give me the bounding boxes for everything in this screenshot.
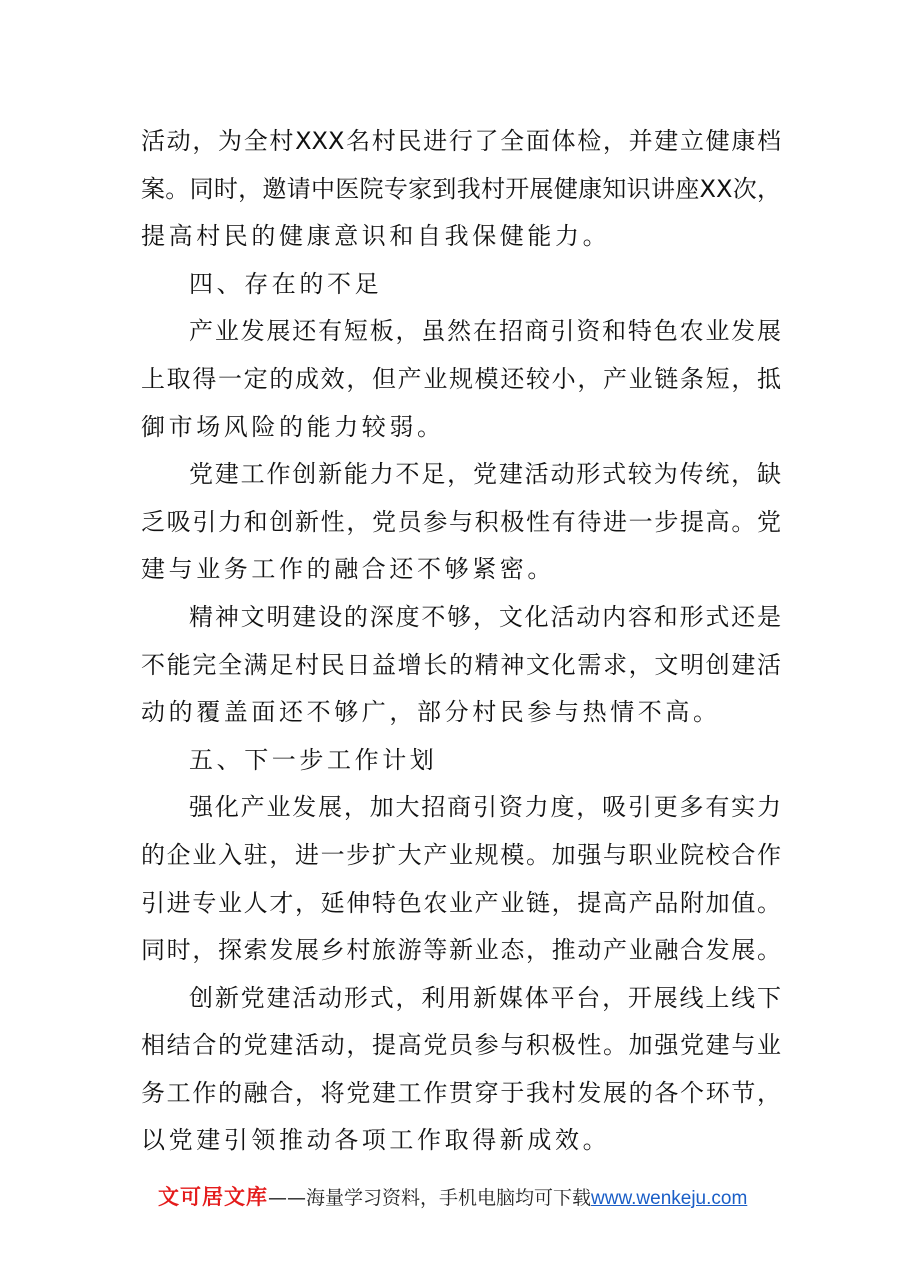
text-line: 同时，探索发展乡村旅游等新业态，推动产业融合发展。 — [141, 936, 781, 965]
text-line: 引进专业人才，延伸特色农业产业链，提高产品附加值。 — [141, 888, 781, 917]
document-body — [141, 118, 781, 1165]
text-line: 建与业务工作的融合还不够紧密。 — [141, 555, 555, 584]
text-line: 以党建引领推动各项工作取得新成效。 — [141, 1126, 611, 1155]
text-line: 创新党建活动形式，利用新媒体平台，开展线上线下 — [189, 983, 781, 1012]
section-heading: 四、存在的不足 — [189, 269, 383, 298]
text-line: 不能完全满足村民日益增长的精神文化需求，文明创建活 — [141, 650, 781, 679]
text-line: 活动，为全村XXX名村民进行了全面体检，并建立健康档 — [141, 127, 781, 155]
text-line: 提高村民的健康意识和自我保健能力。 — [141, 222, 611, 251]
text-line: 乏吸引力和创新性，党员参与积极性有待进一步提高。党 — [141, 507, 781, 536]
text-line: 务工作的融合，将党建工作贯穿于我村发展的各个环节， — [141, 1078, 781, 1107]
text-line: 产业发展还有短板，虽然在招商引资和特色农业发展 — [189, 317, 781, 346]
text-line: 案。同时，邀请中医院专家到我村开展健康知识讲座XX次， — [141, 174, 781, 203]
text-line: 强化产业发展，加大招商引资力度，吸引更多有实力 — [189, 793, 781, 822]
section-heading: 五、下一步工作计划 — [189, 745, 438, 774]
footer-slogan: ——海量学习资料，手机电脑均可下载 — [268, 1187, 592, 1209]
text-line: 党建工作创新能力不足，党建活动形式较为传统，缺 — [189, 460, 781, 489]
footer-banner — [158, 1180, 747, 1216]
text-line: 精神文明建设的深度不够，文化活动内容和形式还是 — [189, 602, 781, 631]
brand-name: 文可居文库 — [158, 1185, 268, 1209]
text-line: 相结合的党建活动，提高党员参与积极性。加强党建与业 — [141, 1031, 781, 1060]
website-link[interactable]: www.wenkeju.com — [591, 1188, 748, 1209]
text-line: 御市场风险的能力较弱。 — [141, 412, 445, 441]
text-line: 的企业入驻，进一步扩大产业规模。加强与职业院校合作 — [141, 840, 781, 869]
text-line: 上取得一定的成效，但产业规模还较小，产业链条短，抵 — [141, 364, 781, 393]
text-line: 动的覆盖面还不够广，部分村民参与热情不高。 — [141, 698, 721, 727]
